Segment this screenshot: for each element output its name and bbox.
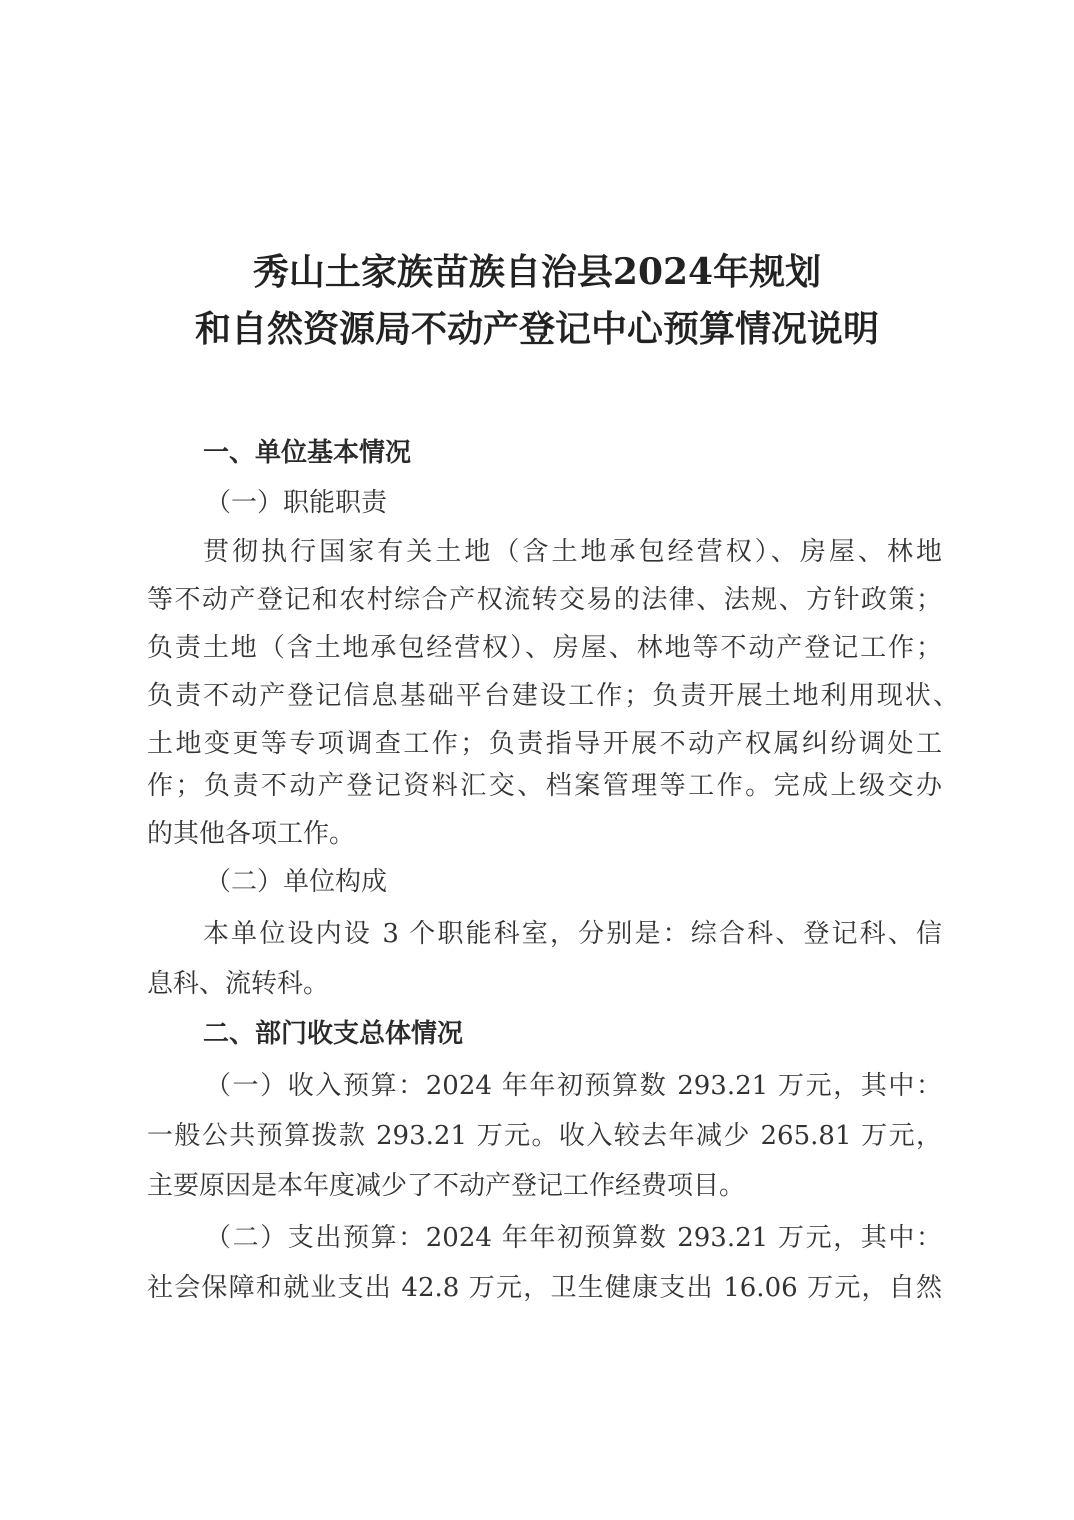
paragraph-line: 本单位设内设 3 个职能科室，分别是：综合科、登记科、信 [203,919,942,949]
paragraph-line: 负责不动产登记信息基础平台建设工作；负责开展土地利用现状、 [147,681,959,711]
document-title-line-1: 秀山土家族苗族自治县2024年规划 [252,251,822,293]
paragraph-line: 社会保障和就业支出 42.8 万元，卫生健康支出 16.06 万元，自然 [147,1273,942,1303]
section-1-heading: 一、单位基本情况 [203,438,412,468]
paragraph-line: 主要原因是本年度减少了不动产登记工作经费项目。 [147,1171,746,1201]
paragraph-line: 一般公共预算拨款 293.21 万元。收入较去年减少 265.81 万元， [147,1121,942,1151]
paragraph-line: 等不动产登记和农村综合产权流转交易的法律、法规、方针政策； [147,585,942,615]
section-2-heading: 二、部门收支总体情况 [203,1019,464,1049]
paragraph-line: （一）收入预算：2024 年年初预算数 293.21 万元，其中： [205,1071,942,1101]
paragraph-line: 贯彻执行国家有关土地（含土地承包经营权）、房屋、林地 [203,537,942,567]
paragraph-line: （二）支出预算：2024 年年初预算数 293.21 万元，其中： [205,1223,942,1253]
document-title-line-2: 和自然资源局不动产登记中心预算情况说明 [194,308,879,350]
paragraph-line: 作；负责不动产登记资料汇交、档案管理等工作。完成上级交办 [147,771,942,801]
section-1-sub-2-heading: （二）单位构成 [205,867,388,897]
paragraph-line: 负责土地（含土地承包经营权）、房屋、林地等不动产登记工作； [147,633,942,663]
paragraph-line: 息科、流转科。 [147,969,330,999]
paragraph-line: 土地变更等专项调查工作；负责指导开展不动产权属纠纷调处工 [147,729,942,759]
section-1-sub-1-heading: （一）职能职责 [205,488,388,518]
paragraph-line: 的其他各项工作。 [147,819,356,849]
